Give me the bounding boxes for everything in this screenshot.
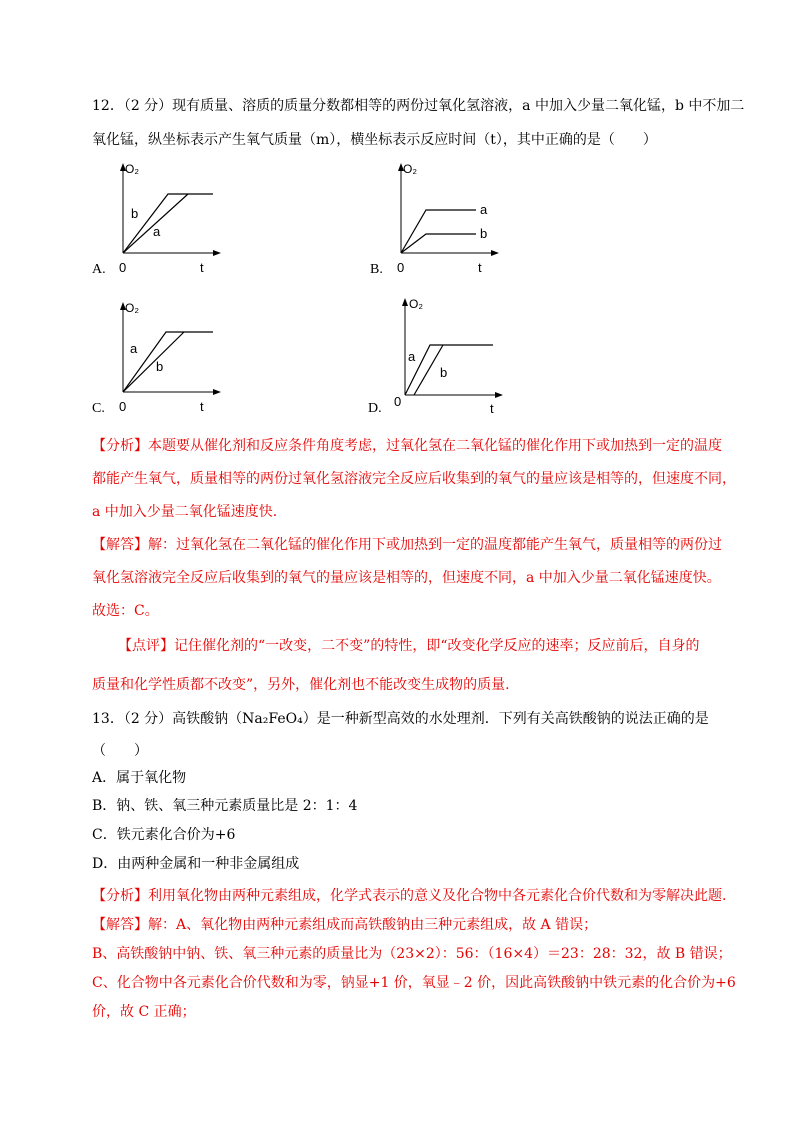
q13-answer-line4: 价，故 C 正确； — [92, 1004, 196, 1020]
option-b-curve-label-2: b — [480, 226, 488, 241]
q13-answer-line1: 【解答】解：A、氧化物由两种元素组成而高铁酸钠由三种元素组成，故 A 错误； — [92, 917, 598, 933]
q13-analysis: 【分析】利用氧化物由两种元素组成，化学式表示的意义及化合物中各元素化合价代数和为零解决此题. — [92, 888, 727, 904]
option-c-origin-label: 0 — [119, 399, 127, 414]
q12-answer-line2: 氧化氢溶液完全反应后收集到的氧气的量应该是相等的，但速度不同，a 中加入少量二氧化锰速度快。 — [92, 570, 721, 586]
option-a-letter: A. — [92, 262, 106, 277]
q13-answer-line2: B、高铁酸钠中钠、铁、氧三种元素的质量比为（23×2）：56：（16×4）＝23：28：32，故 B 错误； — [92, 946, 732, 962]
q13-choice-b: B．钠、铁、氧三种元素质量比是 2：1：4 — [92, 798, 358, 814]
option-a-y-axis-label: O₂ — [125, 162, 139, 176]
q13-choice-c: C．铁元素化合价为+6 — [92, 827, 236, 843]
option-a-graph — [108, 158, 228, 282]
option-d-y-axis-label: O₂ — [409, 297, 423, 311]
option-b-origin-label: 0 — [397, 260, 405, 275]
option-a-curve-label-2: a — [153, 224, 161, 239]
option-c-curve-label-1: a — [130, 341, 138, 356]
q12-analysis-line2: 都能产生氧气，质量相等的两份过氧化氢溶液完全反应后收集到的氧气的量应该是相等的，但速度不同， — [92, 471, 736, 487]
option-a-curve-label-1: b — [131, 206, 139, 221]
q13-stem-line1: 13．（2 分）高铁酸钠（Na₂FeO₄）是一种新型高效的水处理剂．下列有关高铁酸钠的说法正确的是 — [92, 711, 709, 727]
option-d-x-axis-label: t — [490, 401, 494, 413]
q12-comment-line2: 质量和化学性质都不改变”，另外，催化剂也不能改变生成物的质量. — [92, 677, 510, 693]
q13-choice-a: A．属于氧化物 — [92, 770, 187, 786]
q13-choice-d: D．由两种金属和一种非金属组成 — [92, 856, 300, 872]
option-c-letter: C. — [92, 401, 105, 416]
option-a-origin-label: 0 — [119, 260, 127, 275]
option-d-origin-label: 0 — [394, 394, 402, 409]
q12-answer-line1: 【解答】解：过氧化氢在二氧化锰的催化作用下或加热到一定的温度都能产生氧气，质量相等的两份过 — [92, 537, 722, 553]
option-c-y-axis-label: O₂ — [125, 301, 139, 315]
option-b-y-axis-label: O₂ — [403, 162, 417, 176]
q13-stem-line2: （ ） — [92, 743, 148, 759]
option-d-letter: D. — [368, 401, 382, 416]
option-d-curve-label-2: b — [440, 365, 448, 380]
option-d-curve-label-1: a — [408, 349, 416, 364]
q12-answer-line3: 故选：C。 — [92, 603, 159, 619]
option-d-graph — [390, 293, 510, 417]
option-a-x-axis-label: t — [200, 260, 204, 275]
q12-analysis-line1: 【分析】本题要从催化剂和反应条件角度考虑，过氧化氢在二氧化锰的催化作用下或加热到一定的温度 — [92, 438, 722, 454]
q13-answer-line3: C、化合物中各元素化合价代数和为零，钠显+1 价，氧显﹣2 价，因此高铁酸钠中铁元素的化合价为+6 — [92, 975, 736, 991]
option-b-x-axis-label: t — [478, 260, 482, 275]
option-b-graph — [386, 158, 506, 282]
q12-stem-line1: 12．（2 分）现有质量、溶质的质量分数都相等的两份过氧化氢溶液，a 中加入少量二氧化锰，b 中不加二 — [92, 98, 745, 114]
option-b-curve-label-1: a — [480, 202, 488, 217]
option-c-x-axis-label: t — [200, 399, 204, 414]
option-b-letter: B. — [370, 262, 383, 277]
option-c-curve-label-2: b — [156, 359, 164, 374]
q12-analysis-line3: a 中加入少量二氧化锰速度快. — [92, 504, 278, 520]
q12-stem-line2: 氧化锰，纵坐标表示产生氧气质量（m），横坐标表示反应时间（t），其中正确的是（ ） — [92, 132, 657, 148]
option-c-graph — [108, 297, 228, 421]
q12-comment-line1: 【点评】记住催化剂的“一改变，二不变”的特性，即“改变化学反应的速率；反应前后，自身的 — [118, 638, 700, 654]
